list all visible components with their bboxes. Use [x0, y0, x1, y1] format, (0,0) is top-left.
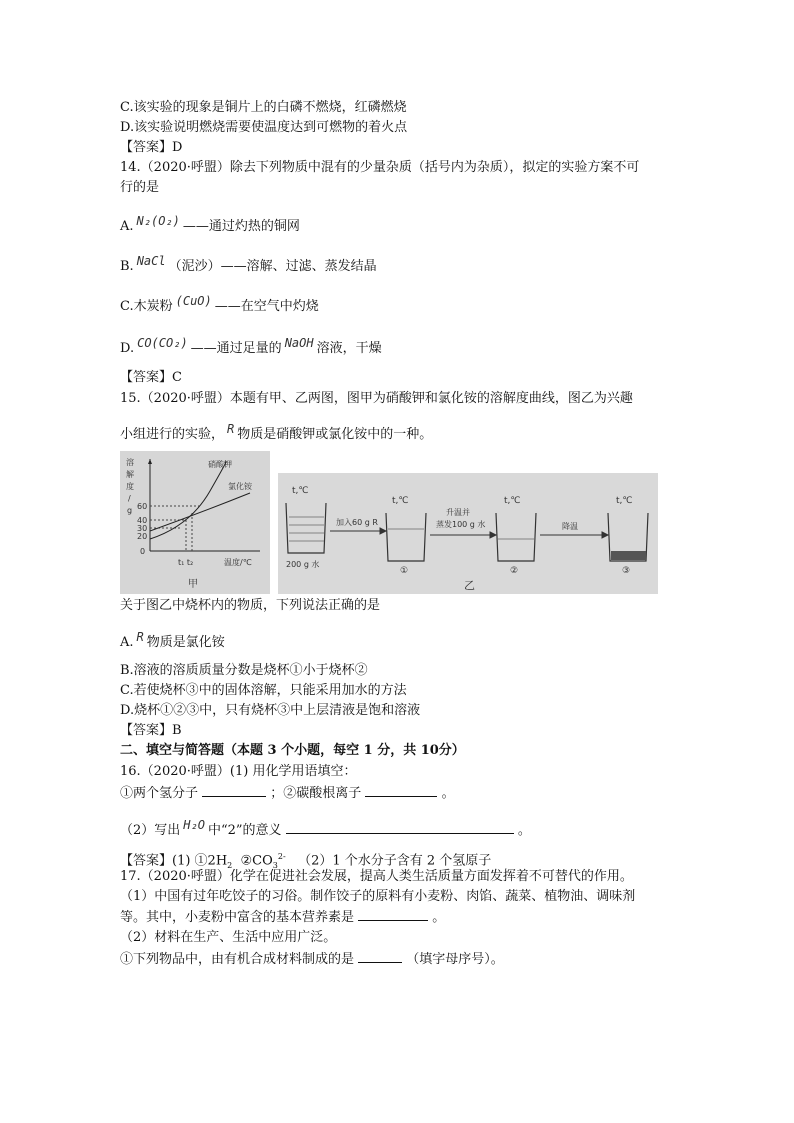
q14-answer: 【答案】C [120, 370, 182, 385]
step-evaporate: 蒸发100 g 水 [436, 520, 486, 529]
beaker-2 [496, 513, 536, 561]
step-cool: 降温 [562, 522, 578, 531]
q15-answer: 【答案】B [120, 723, 182, 738]
beaker-number: ③ [622, 566, 631, 576]
y-axis-label: 解 [126, 470, 134, 479]
figure-caption: 乙 [464, 579, 475, 592]
y-tick-30: 30 [137, 524, 148, 533]
blank-prompt: ①下列物品中，由有机合成材料制成的是 [120, 952, 355, 967]
q14-stem: 14.（2020·呼盟）除去下列物质中混有的少量杂质（括号内为杂质），拟定的实验方案不可 [120, 160, 640, 175]
step-heat: 升温并 [446, 508, 470, 517]
stem-text: 小组进行的实验， [120, 427, 225, 442]
option-text: ——通过足量的 [190, 341, 282, 356]
option-label: B. [120, 259, 134, 274]
q15-option-d: D.烧杯①②③中，只有烧杯③中上层清液是饱和溶液 [120, 703, 421, 718]
answer-text: 【答案】(1) ①2H [120, 853, 228, 869]
q14-option-b [120, 254, 377, 275]
q16-answer: 【答案】(1) $①2H_2$ $②CO_3^{2-}$ （2）1 个水分子含有 2 个氢原子 [120, 852, 492, 870]
formula: NaOH [284, 336, 314, 350]
option-label: C.木炭粉 [120, 299, 173, 314]
q15-option-c: C.若使烧杯③中的固体溶解，只能采用加水的方法 [120, 683, 407, 698]
answer-text: ②CO [240, 853, 273, 869]
beaker-start [286, 503, 326, 553]
formula: R [227, 422, 235, 436]
q14-option-d [120, 336, 382, 357]
y-tick-60: 60 [137, 502, 148, 511]
y-axis-label: / [128, 494, 131, 503]
experiment-diagram [278, 473, 658, 594]
y-axis-label: 度 [126, 482, 134, 491]
blank-prompt: 等。其中，小麦粉中富含的基本营养素是 [120, 910, 355, 925]
formula: NaCl [136, 254, 166, 268]
answer-text: （2）1 个水分子含有 2 个氢原子 [298, 853, 492, 869]
blank-prompt: ①两个氢分子 [120, 786, 199, 801]
formula: N₂(O₂) [136, 214, 180, 228]
y-tick-40: 40 [137, 516, 148, 525]
figure-caption: 甲 [188, 579, 198, 590]
formula: R [136, 630, 144, 644]
q15-stem-cont [120, 422, 433, 443]
q13-option-d: D.该实验说明燃烧需要使温度达到可燃物的着火点 [120, 120, 408, 135]
punctuation: 。 [432, 910, 446, 925]
formula: (CuO) [175, 294, 212, 308]
stem-text: 物质是硝酸钾或氯化铵中的一种。 [237, 427, 433, 442]
temp-label: t,℃ [292, 486, 309, 496]
option-text: 物质是氯化铵 [146, 635, 225, 650]
option-label: A. [120, 219, 134, 234]
blank-prompt: 中“2”的意义 [207, 823, 282, 838]
q14-option-c [120, 294, 319, 315]
answer-blank[interactable] [365, 785, 437, 797]
answer-blank[interactable] [202, 785, 266, 797]
q15-stem: 15.（2020·呼盟）本题有甲、乙两图，图甲为硝酸钾和氯化铵的溶解度曲线，图乙为兴趣 [120, 391, 633, 406]
solubility-chart [120, 451, 270, 594]
option-text: ——通过灼热的铜网 [182, 219, 300, 234]
blank-prompt: （2）写出 [120, 823, 181, 838]
temp-label: t,℃ [616, 496, 633, 506]
answer-blank[interactable] [358, 951, 402, 963]
q15-question: 关于图乙中烧杯内的物质，下列说法正确的是 [120, 598, 381, 613]
y-axis-label: g [127, 506, 133, 515]
x-ticks: t₁ t₂ [178, 558, 194, 567]
section-two-heading: 二、填空与简答题（本题 3 个小题，每空 1 分，共 10分） [120, 743, 465, 758]
option-text: （泥沙）——溶解、过滤、蒸发结晶 [168, 259, 377, 274]
q16-part2 [120, 818, 531, 839]
curve-ammonium-chloride [150, 493, 250, 531]
q13-option-c: C.该实验的现象是铜片上的白磷不燃烧，红磷燃烧 [120, 100, 407, 115]
formula: H₂O [183, 818, 205, 832]
figure-experiment [278, 473, 658, 594]
option-text: ——在空气中灼烧 [214, 299, 319, 314]
step-add-r: 加入60 g R [336, 518, 378, 527]
temp-label: t,℃ [504, 496, 521, 506]
beaker-number: ① [400, 566, 409, 576]
q13-answer: 【答案】D [120, 140, 183, 155]
beaker-1 [386, 513, 426, 561]
curve-label-kno3: 硝酸钾 [208, 460, 232, 469]
q17-stem: 17.（2020·呼盟）化学在促进社会发展，提高人类生活质量方面发挥着不可替代的作用。 [120, 869, 633, 884]
option-label: D. [120, 341, 135, 356]
q17-part1-cont [120, 909, 445, 926]
blank-prompt: （填字母序号）。 [406, 952, 504, 967]
punctuation: 。 [441, 786, 455, 801]
q14-option-a [120, 214, 300, 235]
formula: CO(CO₂) [137, 336, 188, 350]
y-axis-arrow [148, 459, 152, 464]
temp-label: t,℃ [392, 496, 409, 506]
q16-part1 [120, 785, 455, 802]
option-text: 溶液，干燥 [316, 341, 382, 356]
q15-option-b: B.溶液的溶质质量分数是烧杯①小于烧杯② [120, 663, 368, 678]
x-axis-label: 温度/℃ [224, 558, 252, 567]
figure-solubility-curves [120, 451, 270, 594]
option-label: A. [120, 635, 134, 650]
q15-option-a [120, 630, 225, 651]
y-tick-20: 20 [137, 532, 148, 541]
y-tick-0: 0 [140, 547, 146, 556]
answer-blank[interactable] [358, 909, 428, 921]
blank-prompt: ；②碳酸根离子 [270, 786, 362, 801]
answer-blank[interactable] [286, 822, 514, 834]
beaker-number: ② [510, 566, 519, 576]
punctuation: 。 [517, 823, 531, 838]
q17-part1: （1）中国有过年吃饺子的习俗。制作饺子的原料有小麦粉、肉馅、蔬菜、植物油、调味剂 [120, 889, 636, 904]
q14-stem-cont: 行的是 [120, 180, 160, 195]
water-label: 200 g 水 [286, 560, 320, 569]
curve-label-nh4cl: 氯化铵 [228, 482, 252, 491]
q16-stem: 16.（2020·呼盟）(1) 用化学用语填空： [120, 764, 357, 779]
precipitate [611, 551, 646, 560]
q17-part2-q1 [120, 951, 504, 968]
curve-potassium-nitrate [150, 462, 226, 539]
y-axis-label: 溶 [126, 458, 134, 467]
q17-part2: （2）材料在生产、生活中应用广泛。 [120, 930, 337, 945]
